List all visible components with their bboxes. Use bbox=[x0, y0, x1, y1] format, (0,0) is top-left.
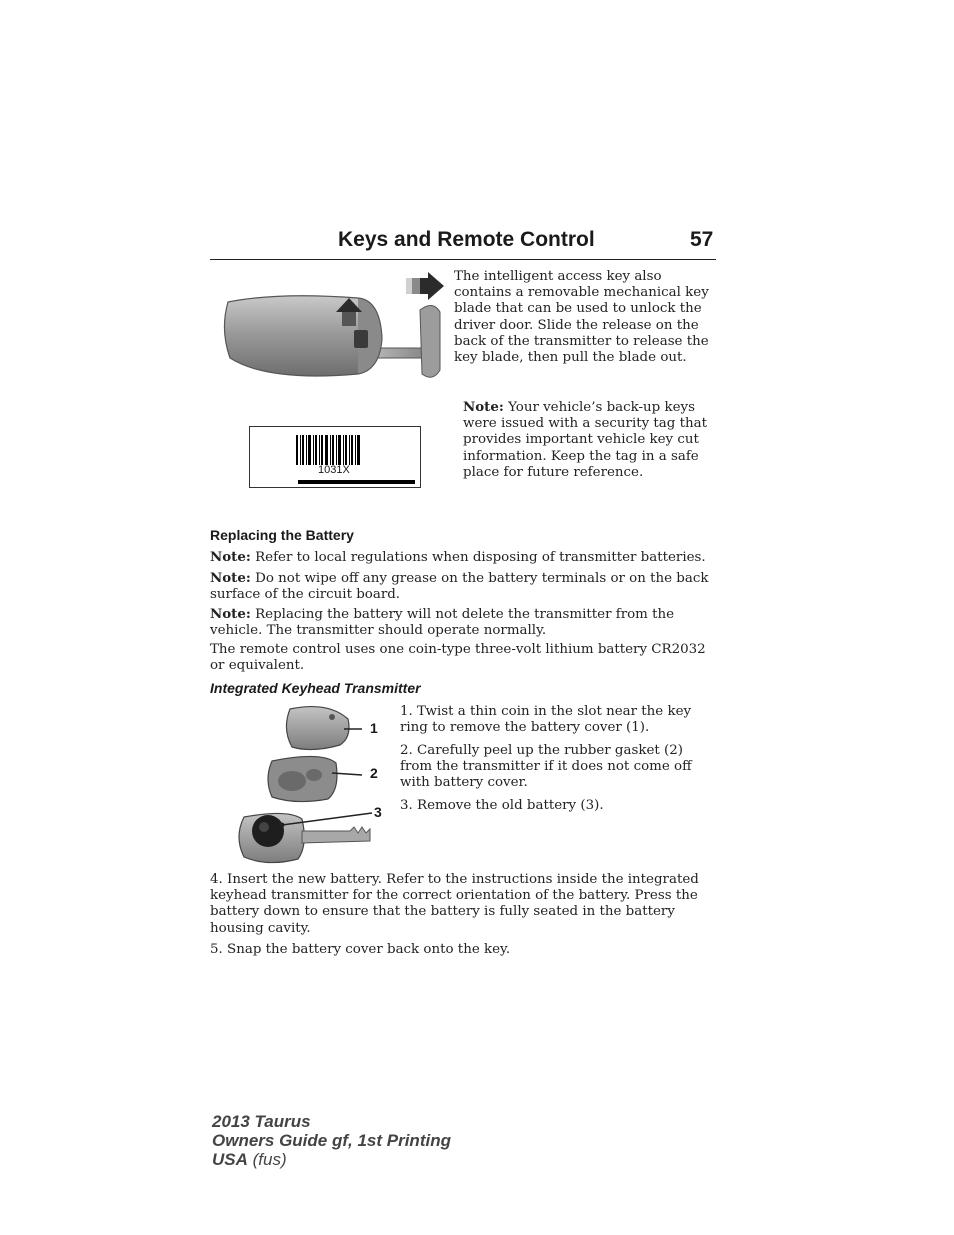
step-5: 5. Snap the battery cover back onto the key. bbox=[210, 942, 511, 957]
callout-1: 1 bbox=[370, 720, 378, 736]
page-number: 57 bbox=[690, 228, 714, 251]
footer-region-code: (fus) bbox=[247, 1150, 287, 1169]
security-tag bbox=[249, 426, 421, 488]
section-heading: Replacing the Battery bbox=[210, 527, 354, 543]
battery-note-1 bbox=[210, 549, 720, 566]
barcode-graphic bbox=[296, 435, 362, 465]
step-4: 4. Insert the new battery. Refer to the instructions inside the integrated keyhead transmitter for the correct orientation of the battery. Press the battery down to ensure that the battery is fully seated in the battery housing cavity. bbox=[210, 872, 699, 936]
step-3: 3. Remove the old battery (3). bbox=[400, 798, 604, 813]
keyhead-transmitter-illustration bbox=[232, 703, 392, 865]
battery-note-2 bbox=[210, 570, 720, 603]
note-label: Note: bbox=[463, 399, 504, 415]
footer-model: 2013 Taurus bbox=[212, 1112, 311, 1131]
battery-type-paragraph: The remote control uses one coin-type three-volt lithium battery CR2032 or equivalent. bbox=[210, 642, 706, 674]
battery-note-3 bbox=[210, 606, 720, 639]
step-1: 1. Twist a thin coin in the slot near the key ring to remove the battery cover (1). bbox=[400, 704, 692, 736]
callout-2: 2 bbox=[370, 765, 378, 781]
callout-3: 3 bbox=[374, 804, 382, 820]
barcode-label: 1031X bbox=[318, 464, 350, 476]
security-tag-note bbox=[463, 399, 716, 481]
key-blade-description: The intelligent access key also contains a removable mechanical key blade that can be used to unlock the driver door. Slide the release on the back of the transmitter to release the key blade, then pull the blade out. bbox=[454, 269, 709, 366]
barcode-baseline bbox=[298, 480, 415, 484]
step-2: 2. Carefully peel up the rubber gasket (2) from the transmitter if it does not come off with battery cover. bbox=[400, 743, 692, 791]
note-text: Replacing the battery will not delete the transmitter from the vehicle. The transmitter should operate normally. bbox=[210, 607, 675, 639]
note-label: Note: bbox=[210, 570, 251, 586]
header-divider bbox=[210, 259, 716, 260]
subsection-heading: Integrated Keyhead Transmitter bbox=[210, 680, 421, 696]
footer-edition: Owners Guide gf, 1st Printing bbox=[212, 1131, 451, 1150]
note-text: Refer to local regulations when disposing of transmitter batteries. bbox=[250, 550, 706, 565]
key-fob-illustration bbox=[208, 270, 448, 385]
note-label: Note: bbox=[210, 606, 251, 622]
page-title: Keys and Remote Control bbox=[338, 228, 595, 251]
note-text: Your vehicle’s back-up keys were issued with a security tag that provides important vehicle key cut information. Keep the tag in a safe place for future reference. bbox=[463, 400, 707, 480]
footer-region-main: USA bbox=[212, 1150, 248, 1169]
footer-region bbox=[212, 1150, 287, 1170]
note-label: Note: bbox=[210, 549, 251, 565]
note-text: Do not wipe off any grease on the battery terminals or on the back surface of the circuit board. bbox=[210, 571, 709, 603]
